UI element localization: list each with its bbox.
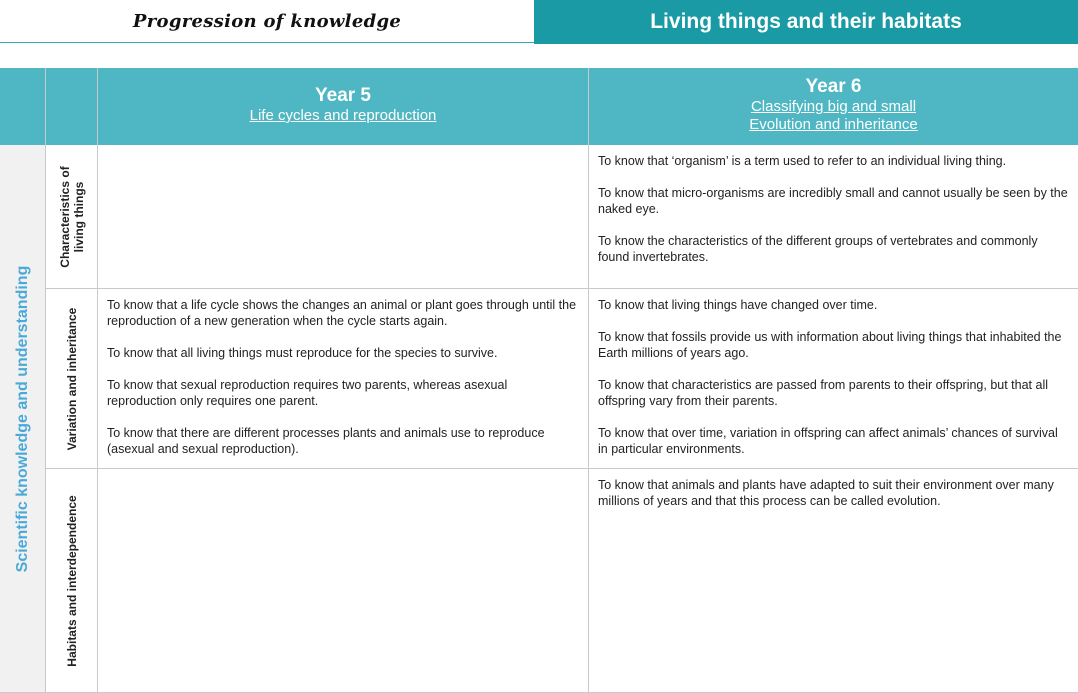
grid-divider: [588, 68, 589, 693]
grid-divider: [46, 468, 1078, 469]
row-label-line: living things: [71, 181, 86, 252]
row-label-line: Habitats and interdependence: [64, 495, 79, 667]
knowledge-statement: To know that animals and plants have adapted to suit their environment over many millions of years and that this process can be called evolution.: [598, 478, 1054, 508]
knowledge-statement: To know the characteristics of the different groups of vertebrates and commonly found invertebrates.: [598, 234, 1038, 264]
year5-variation-cell: [98, 289, 588, 468]
main-category-cell: [0, 145, 45, 693]
header-corner-sub: [46, 68, 97, 145]
knowledge-statement: To know that fossils provide us with information about living things that inhabited the Earth millions of years ago.: [598, 330, 1062, 360]
topic-title: Living things and their habitats: [650, 10, 962, 33]
header-corner-main: [0, 68, 45, 145]
year6-topic-link-evolution[interactable]: Evolution and inheritance: [749, 116, 918, 133]
row-label-characteristics: [46, 145, 97, 288]
grid-divider: [46, 288, 1078, 289]
knowledge-statement: To know that there are different processes plants and animals use to reproduce (asexual and sexual reproduction).: [107, 426, 545, 456]
year6-characteristics-cell: [589, 145, 1078, 288]
knowledge-statement: To know that all living things must reproduce for the species to survive.: [107, 346, 498, 360]
knowledge-statement: To know that living things have changed over time.: [598, 298, 878, 312]
knowledge-statement: To know that a life cycle shows the changes an animal or plant goes through until the reproduction of a new generation when the cycle starts again.: [107, 298, 577, 328]
year5-header: [98, 68, 588, 145]
row-label-variation: [46, 289, 97, 468]
year5-habitats-cell: [98, 469, 588, 693]
year6-title: Year 6: [805, 76, 862, 97]
row-label-line: Characteristics of: [57, 165, 72, 268]
year6-header: [589, 68, 1078, 145]
row-label-line: Variation and inheritance: [64, 307, 79, 450]
grid-divider: [97, 68, 98, 693]
year6-variation-cell: [589, 289, 1078, 468]
grid-divider: [45, 68, 46, 693]
year5-characteristics-cell: [98, 145, 588, 288]
progression-title: Progression of knowledge: [132, 10, 402, 32]
year5-title: Year 5: [315, 85, 371, 106]
knowledge-statement: To know that over time, variation in offspring can affect animals’ chances of survival in particular environments.: [598, 426, 1058, 456]
knowledge-statement: To know that micro-organisms are incredibly small and cannot usually be seen by the naked eye.: [598, 186, 1068, 216]
row-label-habitats: [46, 469, 97, 693]
year6-topic-link-classifying[interactable]: Classifying big and small: [750, 98, 917, 115]
knowledge-statement: To know that ‘organism’ is a term used to refer to an individual living thing.: [598, 154, 1007, 168]
year5-topic-link[interactable]: Life cycles and reproduction: [249, 107, 437, 124]
year6-habitats-cell: [589, 469, 1078, 693]
knowledge-statement: To know that characteristics are passed from parents to their offspring, but that all offspring vary from their parents.: [598, 378, 1048, 408]
knowledge-statement: To know that sexual reproduction requires two parents, whereas asexual reproduction only requires one parent.: [107, 378, 508, 408]
main-category-label: Scientific knowledge and understanding: [13, 265, 31, 573]
